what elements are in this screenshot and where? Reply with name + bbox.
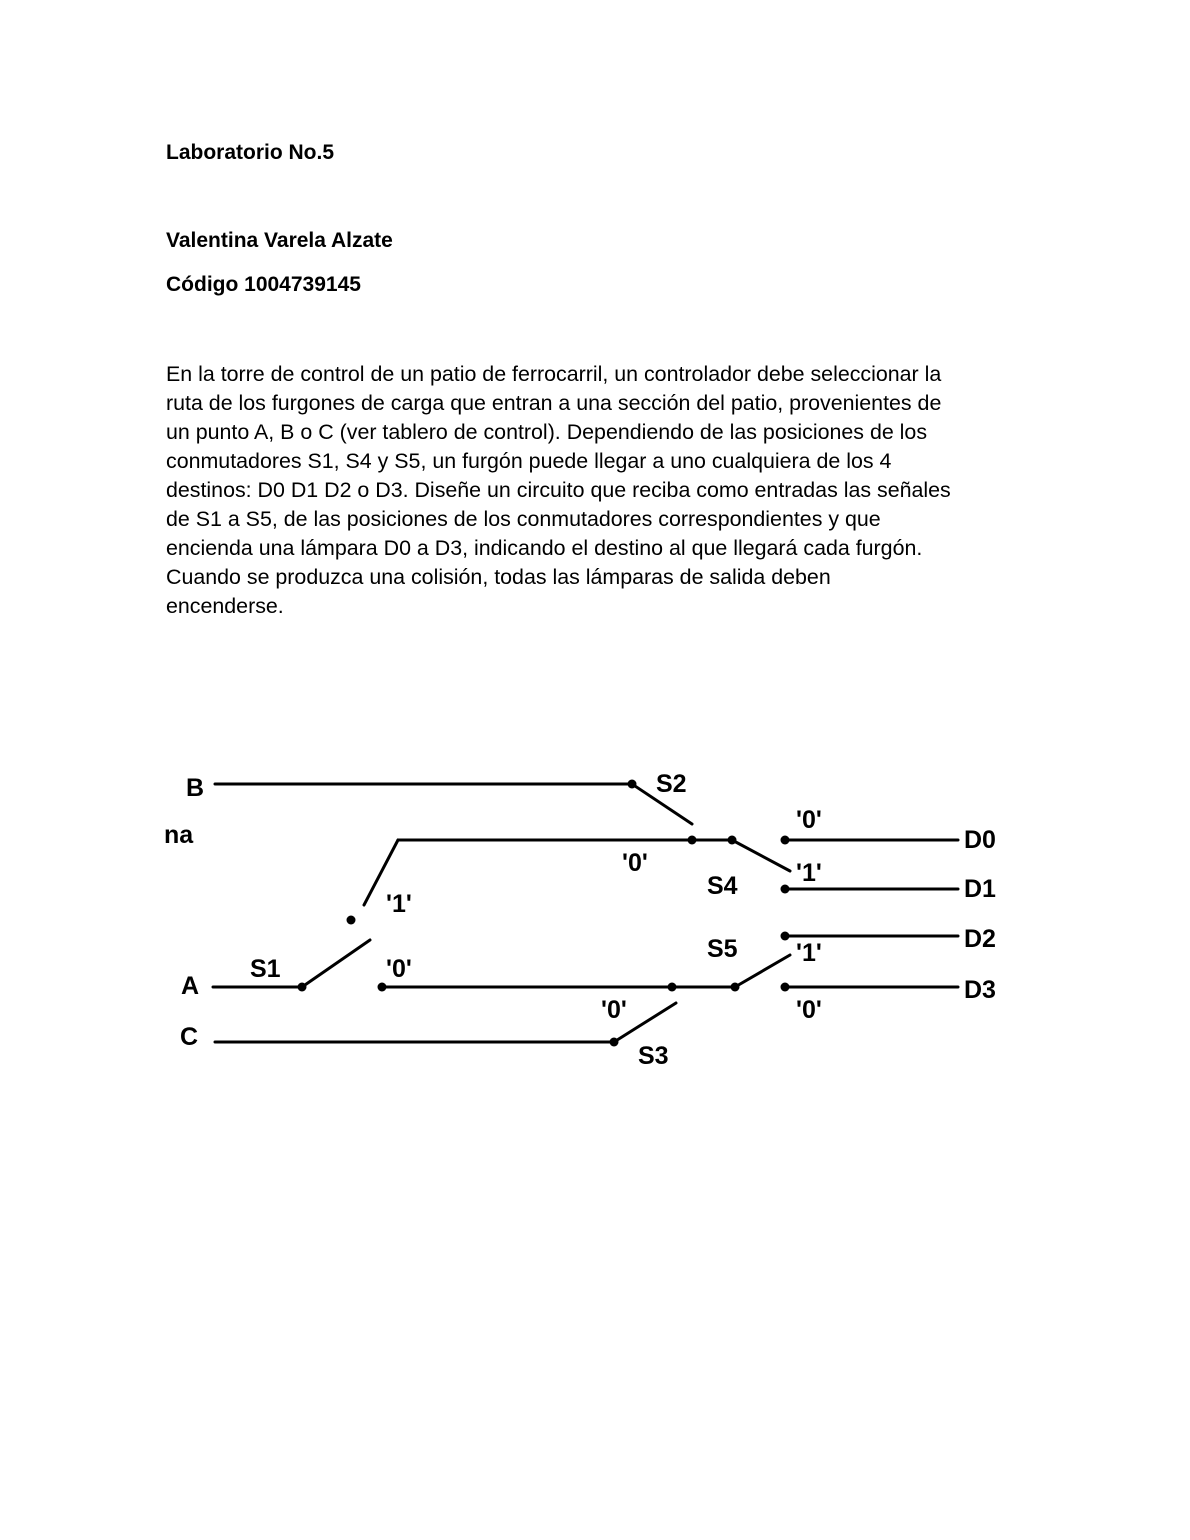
paragraph-line: ruta de los furgones de carga que entran a una sección del patio, provenientes de (166, 391, 942, 415)
input-label-a: A (181, 972, 200, 1000)
paragraph-line: encenderse. (166, 594, 284, 618)
document-title: Laboratorio No.5 (166, 141, 335, 164)
paragraph-line: un punto A, B o C (ver tablero de control). Dependiendo de las posiciones de los (166, 420, 928, 444)
position-label: '0' (622, 849, 648, 877)
junction-dot (668, 983, 677, 992)
cut-off-label: na (164, 821, 194, 849)
junction-dot (781, 932, 790, 941)
junction-dot (731, 983, 740, 992)
switch-label-s3: S3 (638, 1042, 669, 1070)
position-label: '1' (796, 939, 822, 967)
switch-label-s5: S5 (707, 935, 738, 963)
junction-dot (688, 836, 697, 845)
position-label: '0' (796, 996, 822, 1024)
paragraph-line: conmutadores S1, S4 y S5, un furgón puede llegar a uno cualquiera de los 4 (166, 449, 892, 473)
output-label-d2: D2 (964, 925, 996, 953)
junction-dot (347, 916, 356, 925)
input-label-c: C (180, 1023, 199, 1051)
junction-dot (298, 983, 307, 992)
position-label: '0' (601, 996, 627, 1024)
output-label-d0: D0 (964, 826, 996, 854)
junction-dot (628, 780, 637, 789)
position-label: '0' (386, 955, 412, 983)
output-label-d3: D3 (964, 976, 996, 1004)
junction-dot (781, 885, 790, 894)
switch-label-s1: S1 (250, 955, 281, 983)
junction-dot (781, 836, 790, 845)
junction-dot (781, 983, 790, 992)
paragraph-line: destinos: D0 D1 D2 o D3. Diseñe un circuito que reciba como entradas las señales (166, 478, 951, 502)
position-label: '1' (796, 859, 822, 887)
paragraph-line: Cuando se produzca una colisión, todas las lámparas de salida deben (166, 565, 831, 589)
junction-dot (378, 983, 387, 992)
student-code: Código 1004739145 (166, 273, 361, 296)
junction-dot (728, 836, 737, 845)
position-label: '0' (796, 806, 822, 834)
switch-label-s4: S4 (707, 872, 738, 900)
paragraph-line: En la torre de control de un patio de ferrocarril, un controlador debe seleccionar la (166, 362, 942, 386)
switch-s4-blade (732, 840, 790, 871)
junction-dot (610, 1038, 619, 1047)
switch-label-s2: S2 (656, 770, 687, 798)
paragraph-line: encienda una lámpara D0 a D3, indicando el destino al que llegará cada furgón. (166, 536, 923, 560)
switch-s5-blade (735, 955, 790, 987)
switch-s1-blade (302, 940, 370, 987)
author-name: Valentina Varela Alzate (166, 229, 393, 252)
position-label: '1' (386, 890, 412, 918)
output-label-d1: D1 (964, 875, 996, 903)
input-label-b: B (186, 774, 205, 802)
paragraph-line: de S1 a S5, de las posiciones de los conmutadores correspondientes y que (166, 507, 881, 531)
